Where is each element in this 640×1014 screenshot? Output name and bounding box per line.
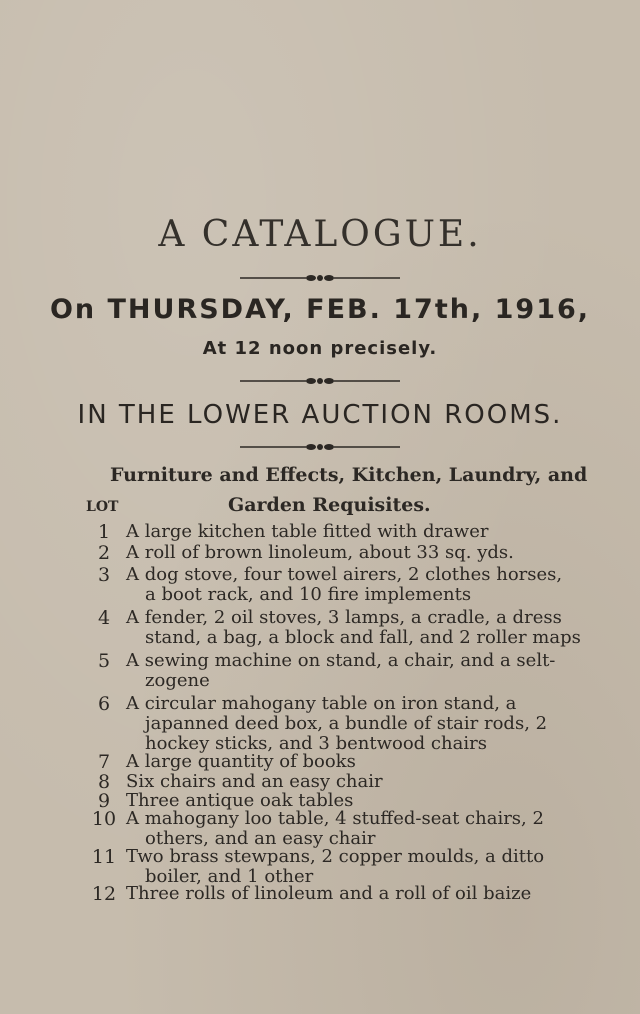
lot-description xyxy=(126,772,526,792)
lot-line: A circular mahogany table on iron stand, a xyxy=(126,693,517,714)
lot-number: 4 xyxy=(97,607,111,629)
sale-location: IN THE LOWER AUCTION ROOMS. xyxy=(77,400,563,430)
lot-line: Six chairs and an easy chair xyxy=(126,771,383,792)
lot-line: others, and an easy chair xyxy=(145,828,376,849)
lot-number: 1 xyxy=(97,521,111,543)
lot-line: A roll of brown linoleum, about 33 sq. yds. xyxy=(126,542,514,563)
lot-description xyxy=(126,650,556,691)
lot-line: Three rolls of linoleum and a roll of oil baize xyxy=(126,883,532,904)
lot-line: japanned deed box, a bundle of stair rods, 2 xyxy=(145,713,548,734)
lot-column-label: LOT xyxy=(86,499,119,515)
section-heading: Furniture and Effects, Kitchen, Laundry, and xyxy=(110,464,588,486)
lot-line: Two brass stewpans, 2 copper moulds, a ditto xyxy=(126,846,545,867)
lot-description xyxy=(126,808,544,849)
lot-number: 9 xyxy=(97,790,111,812)
lot-description xyxy=(126,543,526,563)
lot-line: Three antique oak tables xyxy=(126,790,354,811)
lot-line: a boot rack, and 10 fire implements xyxy=(145,584,472,605)
sale-date: On THURSDAY, FEB. 17th, 1916, xyxy=(49,294,591,325)
lot-number: 3 xyxy=(97,564,111,586)
lot-description xyxy=(126,846,545,887)
lot-number: 2 xyxy=(97,542,111,564)
lot-line: A sewing machine on stand, a chair, and a selt- xyxy=(126,650,556,671)
lot-line: A mahogany loo table, 4 stuffed-seat chairs, 2 xyxy=(126,808,544,829)
ornament-divider xyxy=(0,442,640,452)
lot-description xyxy=(126,607,581,648)
lot-line: A large kitchen table fitted with drawer xyxy=(126,521,489,542)
lot-description xyxy=(126,883,532,904)
sale-time: At 12 noon precisely. xyxy=(202,338,438,359)
lot-line: boiler, and 1 other xyxy=(145,866,314,887)
lot-description xyxy=(126,564,563,605)
lot-line: A large quantity of books xyxy=(126,751,356,772)
lot-number: 6 xyxy=(97,693,111,715)
lot-line: hockey sticks, and 3 bentwood chairs xyxy=(145,733,487,754)
lot-number: 10 xyxy=(91,808,117,830)
lot-number: 7 xyxy=(97,751,111,773)
lot-number: 5 xyxy=(97,650,111,672)
lot-number: 11 xyxy=(91,846,117,868)
ornament-divider xyxy=(0,273,640,283)
lot-line: zogene xyxy=(145,670,210,691)
lot-line: A fender, 2 oil stoves, 3 lamps, a cradle, a dress xyxy=(126,607,562,628)
lot-number: 12 xyxy=(91,883,117,905)
catalogue-title: A CATALOGUE. xyxy=(158,214,482,255)
lot-number: 8 xyxy=(97,771,111,793)
lot-description xyxy=(126,752,526,772)
lot-line: A dog stove, four towel airers, 2 clothes horses, xyxy=(126,564,563,585)
ornament-divider xyxy=(0,376,640,386)
lot-description xyxy=(126,693,548,754)
lot-description xyxy=(126,522,526,542)
lot-line: stand, a bag, a block and fall, and 2 roller maps xyxy=(145,627,581,648)
section-heading-continued: Garden Requisites. xyxy=(228,494,431,516)
